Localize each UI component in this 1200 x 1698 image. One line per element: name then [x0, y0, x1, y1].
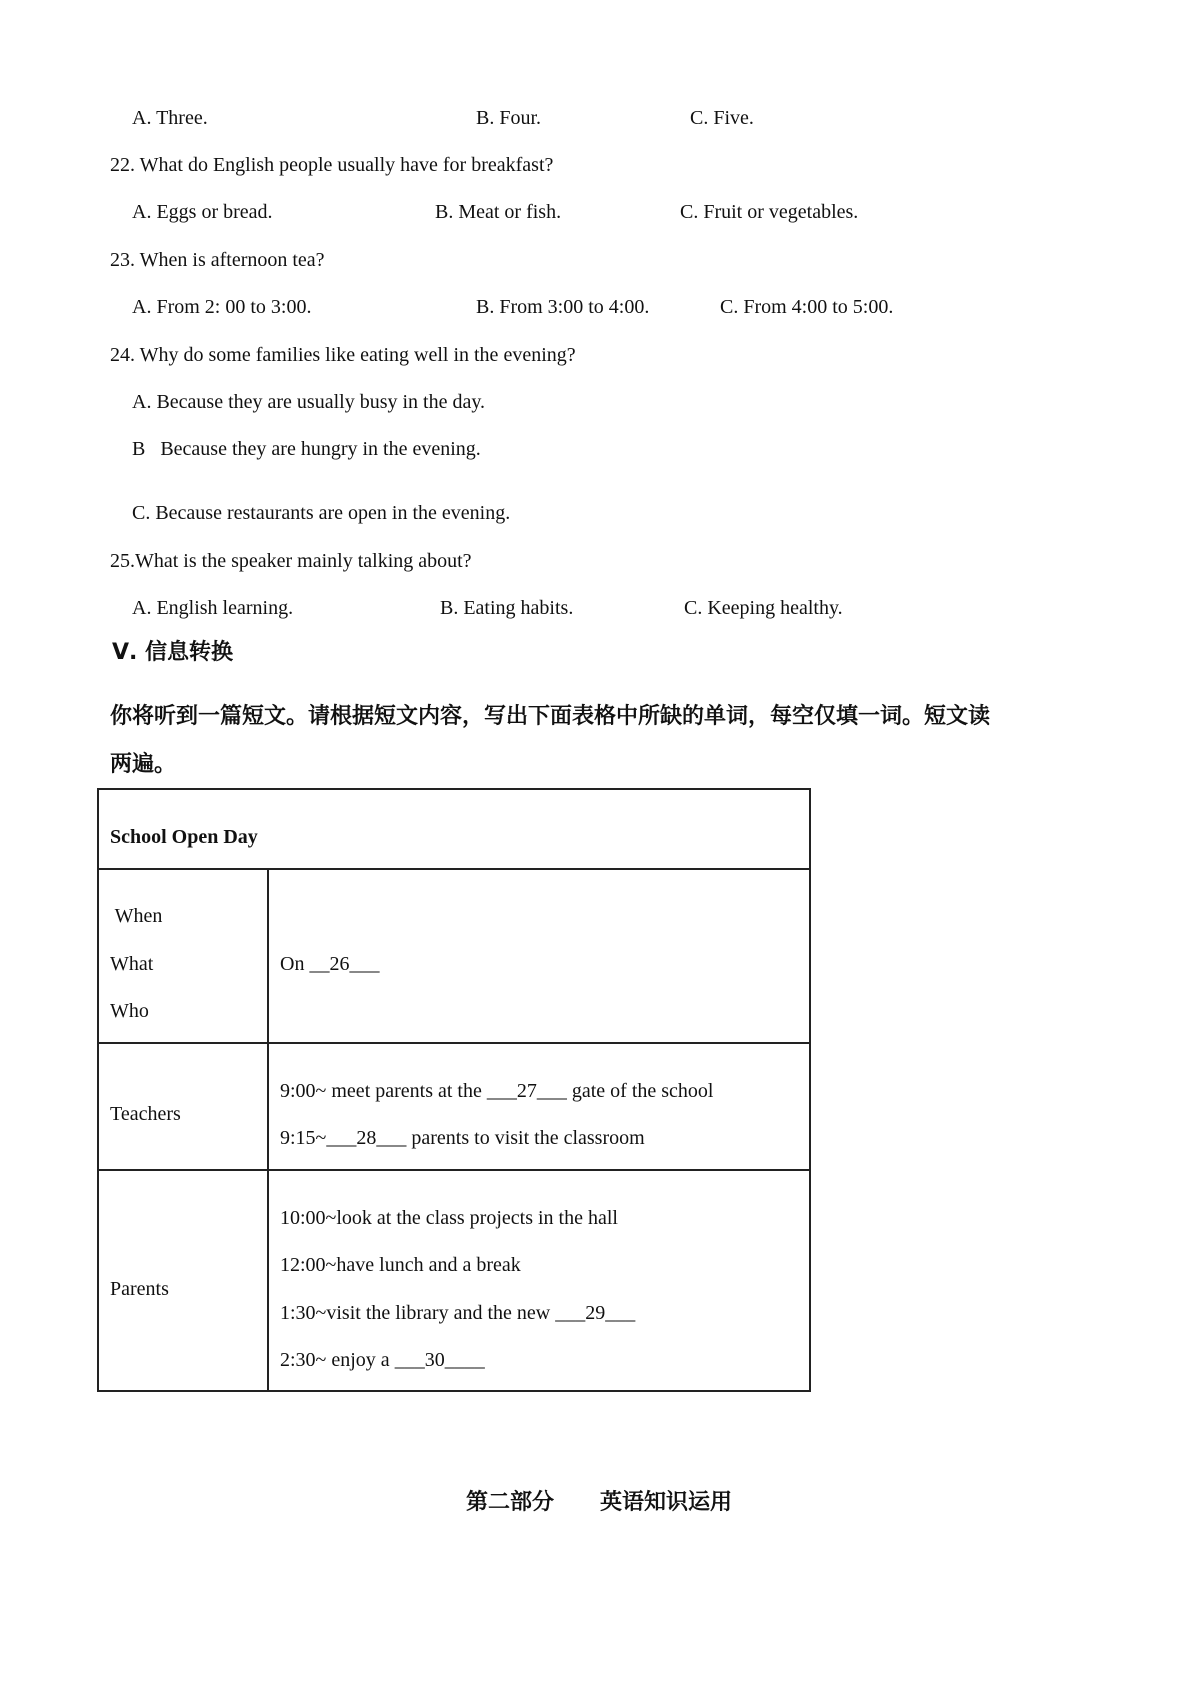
- row3-value-3: 1:30~visit the library and the new ___29___: [280, 1302, 636, 1324]
- row2-value-1: 9:00~ meet parents at the ___27___ gate of the school: [280, 1080, 714, 1102]
- q24-question: 24. Why do some families like eating well in the evening?: [110, 344, 576, 366]
- table-column-divider: [267, 868, 269, 1392]
- table-border-top: [97, 788, 811, 790]
- table-border-bottom: [97, 1390, 811, 1392]
- row3-label: Parents: [110, 1278, 169, 1300]
- table-divider-1: [97, 868, 811, 870]
- q22-question: 22. What do English people usually have for breakfast?: [110, 154, 554, 176]
- row2-label: Teachers: [110, 1103, 181, 1125]
- q21-option-a: A. Three.: [132, 107, 208, 129]
- row3-value-4: 2:30~ enjoy a ___30____: [280, 1349, 485, 1371]
- table-border-right: [809, 788, 811, 1392]
- section-instructions-line2: 两遍。: [110, 752, 177, 777]
- row3-value-1: 10:00~look at the class projects in the hall: [280, 1207, 618, 1229]
- q22-option-a: A. Eggs or bread.: [132, 201, 273, 223]
- row1-label-what: What: [110, 953, 154, 975]
- section-instructions-line1: 你将听到一篇短文。请根据短文内容，写出下面表格中所缺的单词，每空仅填一词。短文读: [110, 704, 991, 729]
- table-divider-3: [97, 1169, 811, 1171]
- row1-label-who: Who: [110, 1000, 149, 1022]
- q25-option-a: A. English learning.: [132, 597, 294, 619]
- q21-option-b: B. Four.: [476, 107, 542, 129]
- row1-value: On __26___: [280, 953, 380, 975]
- q23-question: 23. When is afternoon tea?: [110, 249, 325, 271]
- q24-option-c: C. Because restaurants are open in the evening.: [132, 502, 511, 524]
- q25-option-b: B. Eating habits.: [440, 597, 574, 619]
- q23-option-c: C. From 4:00 to 5:00.: [720, 296, 894, 318]
- row1-label-when: When: [110, 905, 163, 927]
- table-border-left: [97, 788, 99, 1392]
- q24-option-b: B Because they are hungry in the evening.: [132, 438, 481, 460]
- row2-value-2: 9:15~___28___ parents to visit the classroom: [280, 1127, 645, 1149]
- table-title: School Open Day: [110, 826, 258, 848]
- q23-option-b: B. From 3:00 to 4:00.: [476, 296, 650, 318]
- q23-option-a: A. From 2: 00 to 3:00.: [132, 296, 312, 318]
- q22-option-c: C. Fruit or vegetables.: [680, 201, 859, 223]
- q25-option-c: C. Keeping healthy.: [684, 597, 843, 619]
- q25-question: 25.What is the speaker mainly talking about?: [110, 550, 472, 572]
- row3-value-2: 12:00~have lunch and a break: [280, 1254, 521, 1276]
- q24-option-a: A. Because they are usually busy in the day.: [132, 391, 486, 413]
- q22-option-b: B. Meat or fish.: [435, 201, 562, 223]
- q21-option-c: C. Five.: [690, 107, 754, 129]
- section-heading: Ⅴ. 信息转换: [112, 640, 234, 665]
- part-two-title: 第二部分 英语知识运用: [466, 1490, 732, 1515]
- table-divider-2: [97, 1042, 811, 1044]
